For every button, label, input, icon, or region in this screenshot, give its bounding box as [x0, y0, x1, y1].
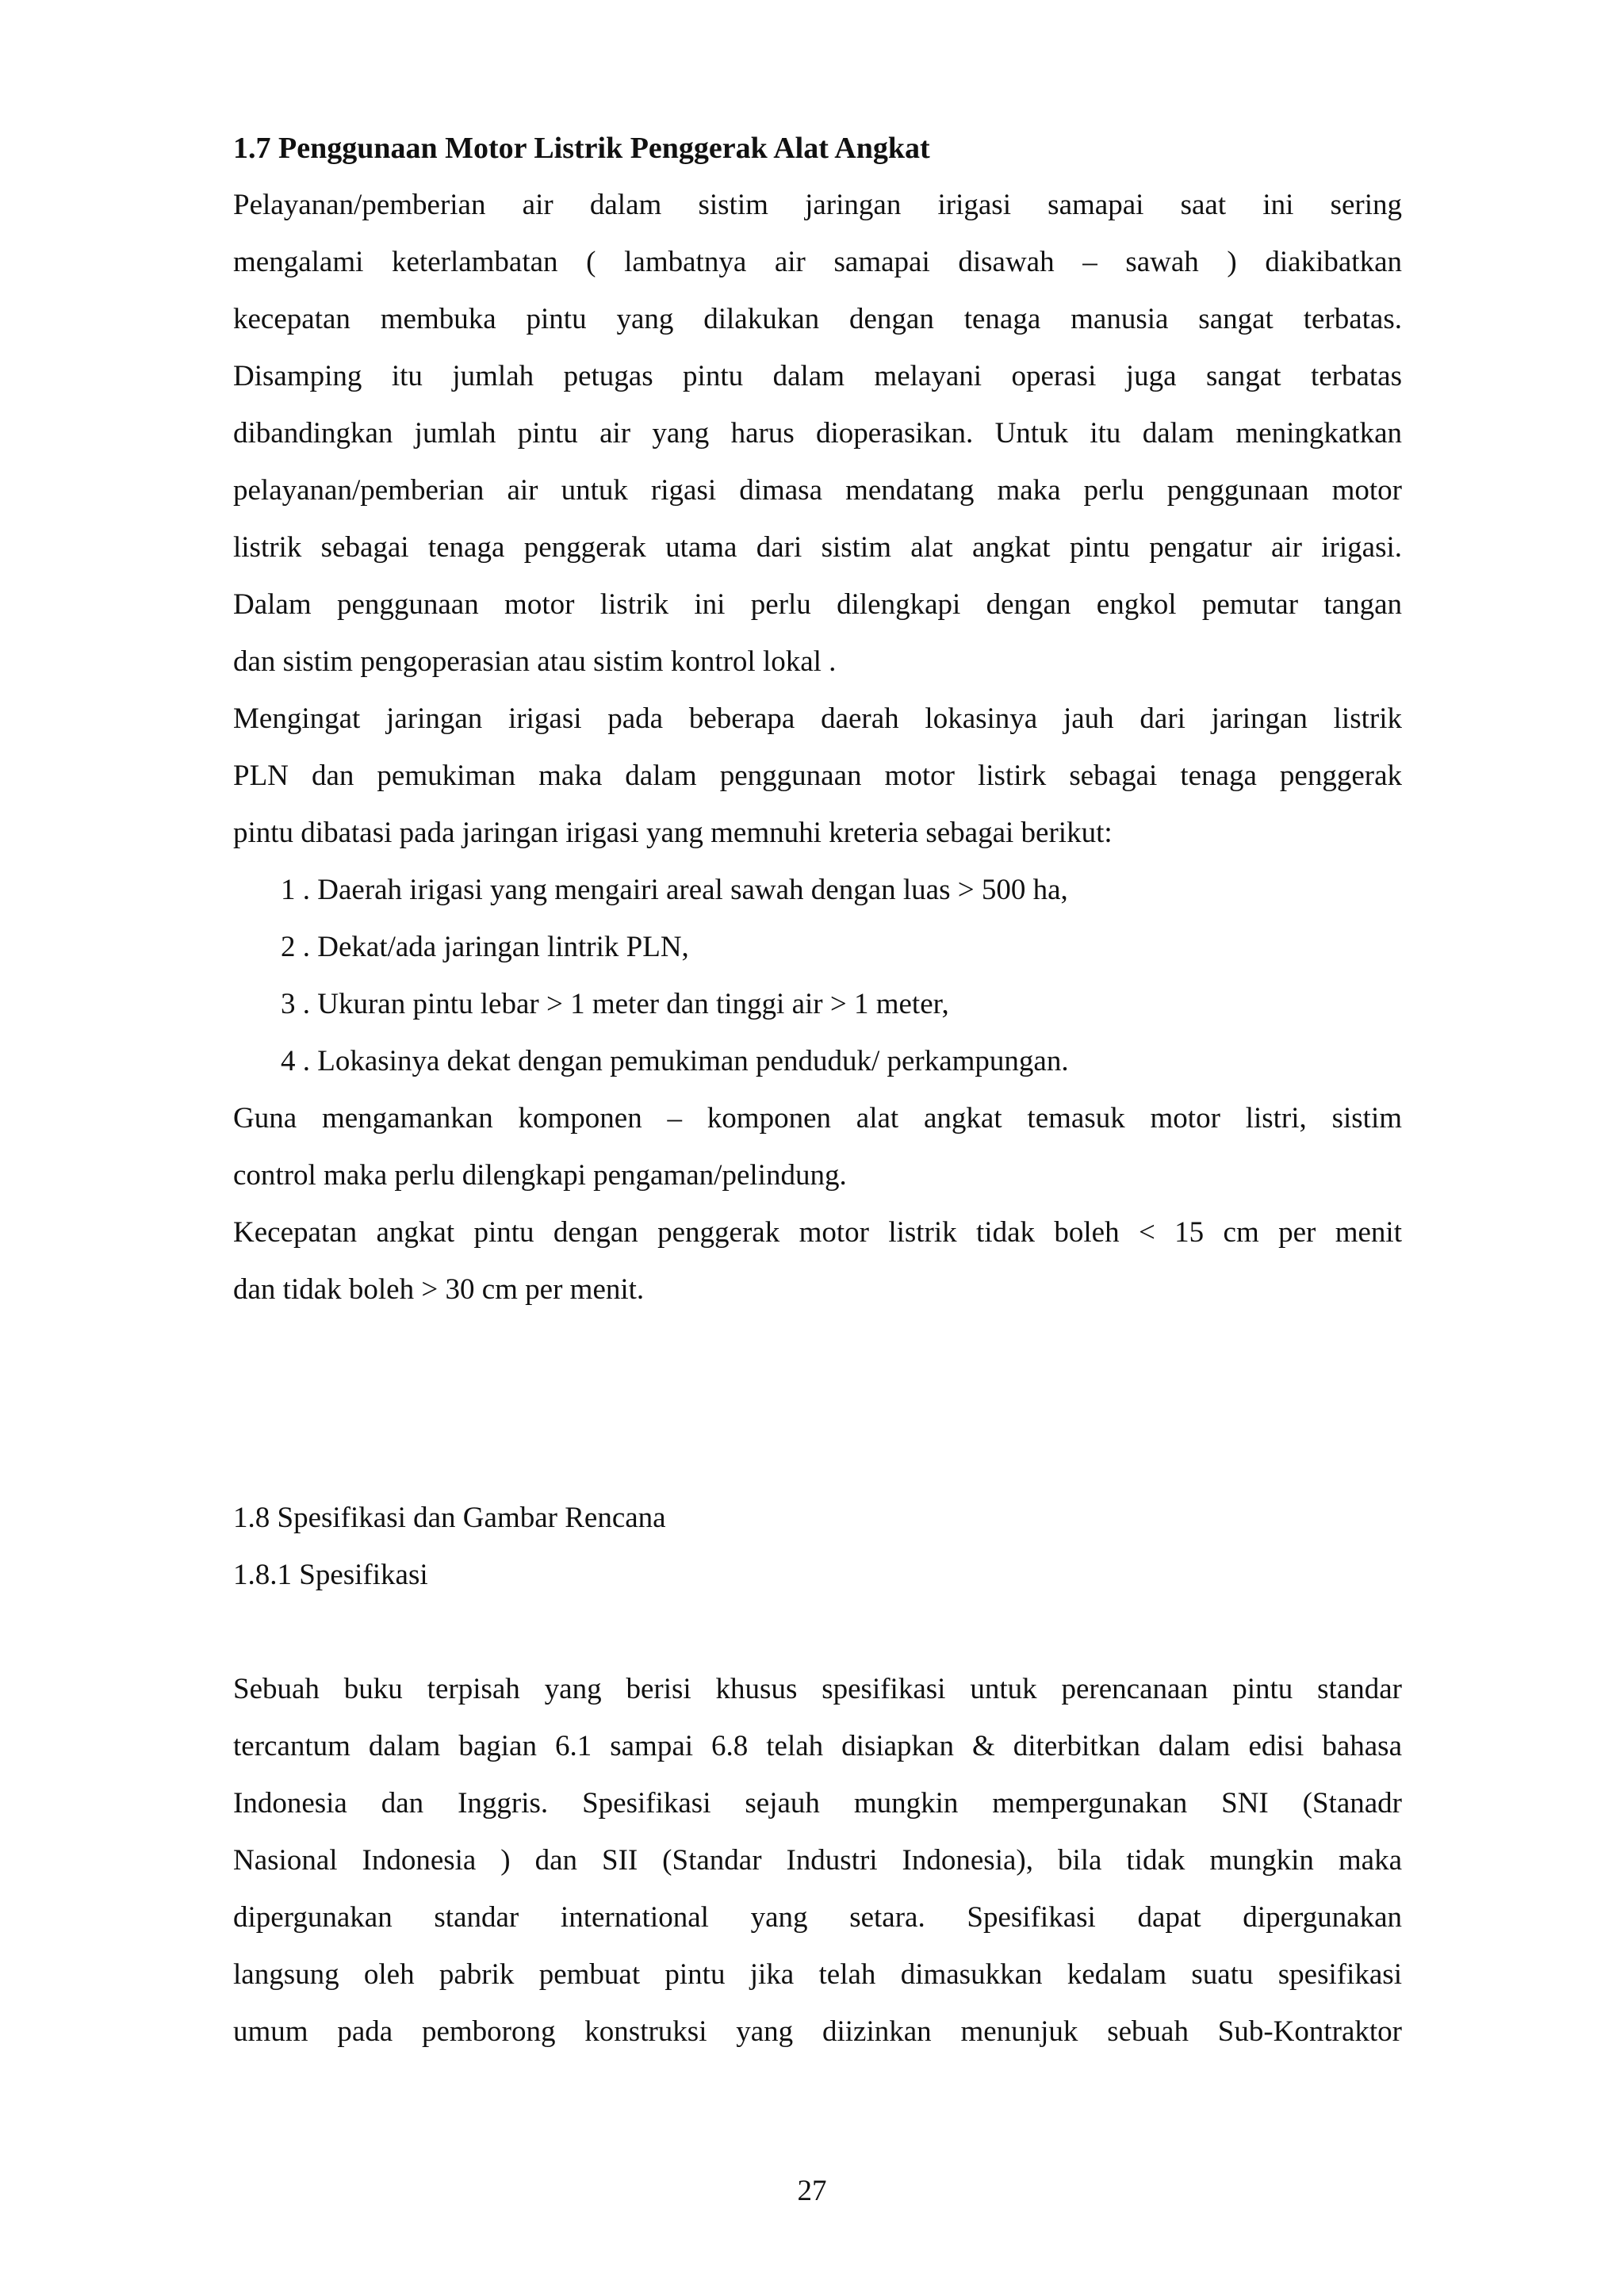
list-item: 2 . Dekat/ada jaringan lintrik PLN, — [281, 931, 689, 963]
paragraph-line: Kecepatan angkat pintu dengan penggerak motor listrik tidak boleh < 15 cm per menit — [233, 1216, 1402, 1249]
paragraph-line: Sebuah buku terpisah yang berisi khusus spesifikasi untuk perencanaan pintu standar — [233, 1673, 1402, 1705]
page-content — [233, 120, 1402, 2061]
paragraph-line: Indonesia dan Inggris. Spesifikasi sejauh mungkin mempergunakan SNI (Stanadr — [233, 1787, 1402, 1820]
section-heading-1-7: 1.7 Penggunaan Motor Listrik Penggerak Alat Angkat — [233, 132, 930, 165]
paragraph-line: dipergunakan standar international yang setara. Spesifikasi dapat dipergunakan — [233, 1901, 1402, 1934]
paragraph-protection — [233, 1090, 1402, 1204]
paragraph-line: listrik sebagai tenaga penggerak utama dari sistim alat angkat pintu pengatur air irigasi. — [233, 531, 1402, 564]
paragraph-line: Nasional Indonesia ) dan SII (Standar Industri Indonesia), bila tidak mungkin maka — [233, 1844, 1402, 1877]
section-heading-1-8: 1.8 Spesifikasi dan Gambar Rencana — [233, 1502, 666, 1534]
paragraph-specification — [233, 1661, 1402, 2061]
paragraph-motor-usage — [233, 177, 1402, 691]
section-spacer — [233, 1604, 1402, 1661]
paragraph-line: Dalam penggunaan motor listrik ini perlu dilengkapi dengan engkol pemutar tangan — [233, 588, 1402, 621]
subsection-heading-1-8-1: 1.8.1 Spesifikasi — [233, 1559, 428, 1591]
criteria-list — [233, 862, 1402, 1090]
list-item: 3 . Ukuran pintu lebar > 1 meter dan tinggi air > 1 meter, — [281, 988, 949, 1020]
paragraph-line: Mengingat jaringan irigasi pada beberapa daerah lokasinya jauh dari jaringan listrik — [233, 702, 1402, 735]
paragraph-line: umum pada pemborong konstruksi yang diizinkan menunjuk sebuah Sub-Kontraktor — [233, 2015, 1402, 2048]
list-item: 1 . Daerah irigasi yang mengairi areal sawah dengan luas > 500 ha, — [281, 874, 1068, 906]
paragraph-line: dan tidak boleh > 30 cm per menit. — [233, 1273, 645, 1306]
paragraph-line: langsung oleh pabrik pembuat pintu jika telah dimasukkan kedalam suatu spesifikasi — [233, 1958, 1402, 1991]
paragraph-line: pelayanan/pemberian air untuk rigasi dimasa mendatang maka perlu penggunaan motor — [233, 474, 1402, 507]
paragraph-line: kecepatan membuka pintu yang dilakukan dengan tenaga manusia sangat terbatas. — [233, 303, 1402, 335]
paragraph-line: pintu dibatasi pada jaringan irigasi yang memnuhi kreteria sebagai berikut: — [233, 817, 1113, 849]
paragraph-lifting-speed — [233, 1204, 1402, 1318]
paragraph-line: control maka perlu dilengkapi pengaman/pelindung. — [233, 1159, 847, 1192]
paragraph-line: dan sistim pengoperasian atau sistim kontrol lokal . — [233, 645, 837, 678]
paragraph-line: Disamping itu jumlah petugas pintu dalam melayani operasi juga sangat terbatas — [233, 360, 1402, 392]
paragraph-line: tercantum dalam bagian 6.1 sampai 6.8 telah disiapkan & diterbitkan dalam edisi bahasa — [233, 1730, 1402, 1762]
paragraph-line: Pelayanan/pemberian air dalam sistim jaringan irigasi samapai saat ini sering — [233, 189, 1402, 221]
page-number: 27 — [797, 2175, 827, 2207]
paragraph-line: dibandingkan jumlah pintu air yang harus dioperasikan. Untuk itu dalam meningkatkan — [233, 417, 1402, 450]
section-spacer — [233, 1318, 1402, 1490]
paragraph-line: mengalami keterlambatan ( lambatnya air samapai disawah – sawah ) diakibatkan — [233, 246, 1402, 278]
list-item: 4 . Lokasinya dekat dengan pemukiman penduduk/ perkampungan. — [281, 1045, 1069, 1077]
paragraph-network-criteria — [233, 691, 1402, 862]
paragraph-line: Guna mengamankan komponen – komponen alat angkat temasuk motor listri, sistim — [233, 1102, 1402, 1135]
paragraph-line: PLN dan pemukiman maka dalam penggunaan motor listirk sebagai tenaga penggerak — [233, 760, 1402, 792]
